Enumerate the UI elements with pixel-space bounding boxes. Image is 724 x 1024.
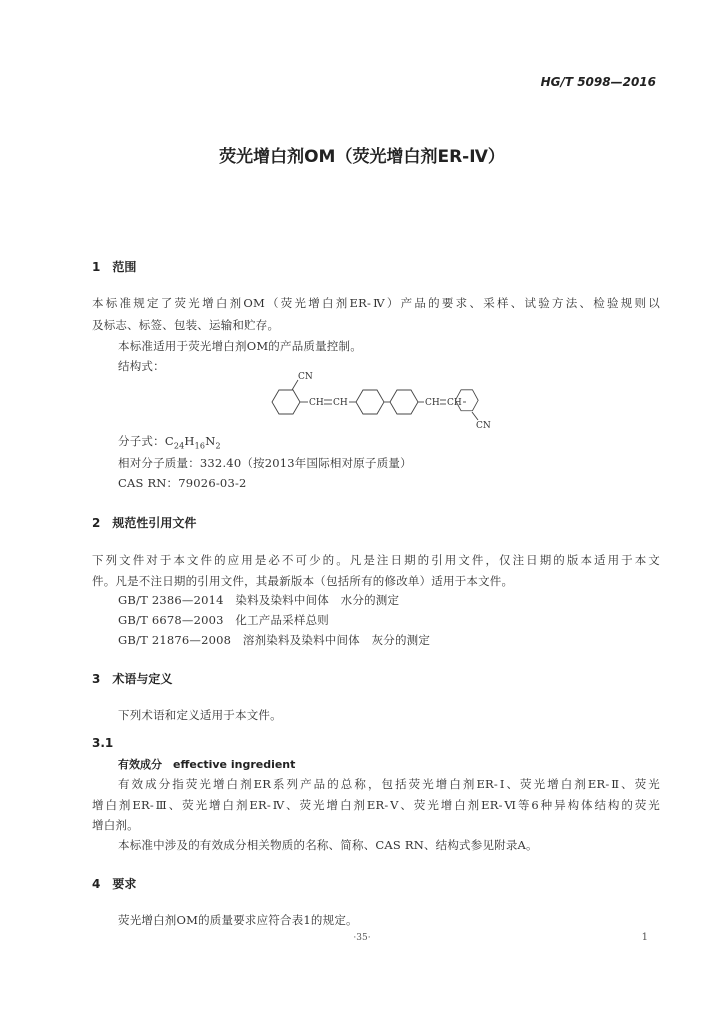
cn-group-bottom: CN — [476, 421, 491, 430]
section-2-paragraph-line2: 件。凡是不注日期的引用文件，其最新版本（包括所有的修改单）适用于本文件。 — [92, 574, 514, 588]
definition-line3: 增白剂。 — [92, 818, 139, 832]
standard-number: HG/T 5098—2016 — [540, 75, 656, 89]
definition-line1: 有效成分指荧光增白剂ER系列产品的总称，包括荧光增白剂ER-Ⅰ、荧光增白剂ER-Ⅱ、荧光 — [118, 777, 660, 791]
molecular-formula — [118, 433, 221, 450]
section-1-paragraph-line2: 及标志、标签、包装、运输和贮存。 — [92, 318, 280, 332]
definition-note: 本标准中涉及的有效成分相关物质的名称、简称、CAS RN、结构式参见附录A。 — [118, 838, 538, 852]
ch-2: CH — [333, 398, 348, 408]
cas-number: CAS RN：79026-03-2 — [118, 476, 247, 490]
reference-item: GB/T 21876—2008 溶剂染料及染料中间体 灰分的测定 — [118, 633, 431, 647]
section-2-heading: 2 规范性引用文件 — [92, 516, 197, 530]
cn-group-top: CN — [298, 372, 313, 382]
reference-item: GB/T 2386—2014 染料及染料中间体 水分的测定 — [118, 593, 400, 607]
formula-h: H — [184, 434, 195, 448]
formula-c-count: 24 — [173, 441, 185, 451]
section-1-paragraph-line1: 本标准规定了荧光增白剂OM（荧光增白剂ER-Ⅳ）产品的要求、采样、试验方法、检验规则以 — [92, 296, 660, 310]
section-4-text: 荧光增白剂OM的质量要求应符合表1的规定。 — [118, 913, 358, 927]
molecular-mass: 相对分子质量：332.40（按2013年国际相对原子质量） — [118, 456, 412, 470]
benzene-ring-middle-2 — [390, 390, 418, 414]
definition-line2: 增白剂ER-Ⅲ、荧光增白剂ER-Ⅳ、荧光增白剂ER-Ⅴ、荧光增白剂ER-Ⅵ等6种异构体结构的荧光 — [92, 798, 660, 812]
reference-item: GB/T 6678—2003 化工产品采样总则 — [118, 613, 329, 627]
structural-formula — [262, 368, 492, 430]
section-3-intro: 下列术语和定义适用于本文件。 — [118, 708, 282, 722]
section-4-heading: 4 要求 — [92, 877, 137, 891]
term-heading: 有效成分 effective ingredient — [118, 758, 296, 771]
page-mark: ·35· — [353, 933, 371, 943]
benzene-ring-middle-1 — [356, 390, 384, 414]
ch-4: CH — [447, 398, 462, 408]
ch-3: CH — [425, 398, 440, 408]
formula-n: N — [205, 434, 216, 448]
page-title: 荧光增白剂OM（荧光增白剂ER-Ⅳ） — [219, 147, 505, 167]
page-number: 1 — [641, 932, 648, 943]
section-1-scope-text: 本标准适用于荧光增白剂OM的产品质量控制。 — [118, 339, 362, 353]
formula-c: C — [164, 434, 174, 448]
section-3-heading: 3 术语与定义 — [92, 672, 173, 686]
ch-1: CH — [309, 398, 324, 408]
subsection-3-1-number: 3.1 — [92, 736, 114, 750]
structure-label: 结构式： — [118, 359, 165, 373]
benzene-ring-left — [272, 390, 300, 414]
cn-bond-bottom — [472, 412, 478, 420]
section-1-heading: 1 范围 — [92, 260, 137, 274]
formula-n-count: 2 — [215, 441, 221, 451]
formula-label: 分子式： — [118, 434, 165, 448]
formula-h-count: 16 — [194, 441, 206, 451]
section-2-paragraph-line1: 下列文件对于本文件的应用是必不可少的。凡是注日期的引用文件，仅注日期的版本适用于本文 — [92, 553, 660, 567]
